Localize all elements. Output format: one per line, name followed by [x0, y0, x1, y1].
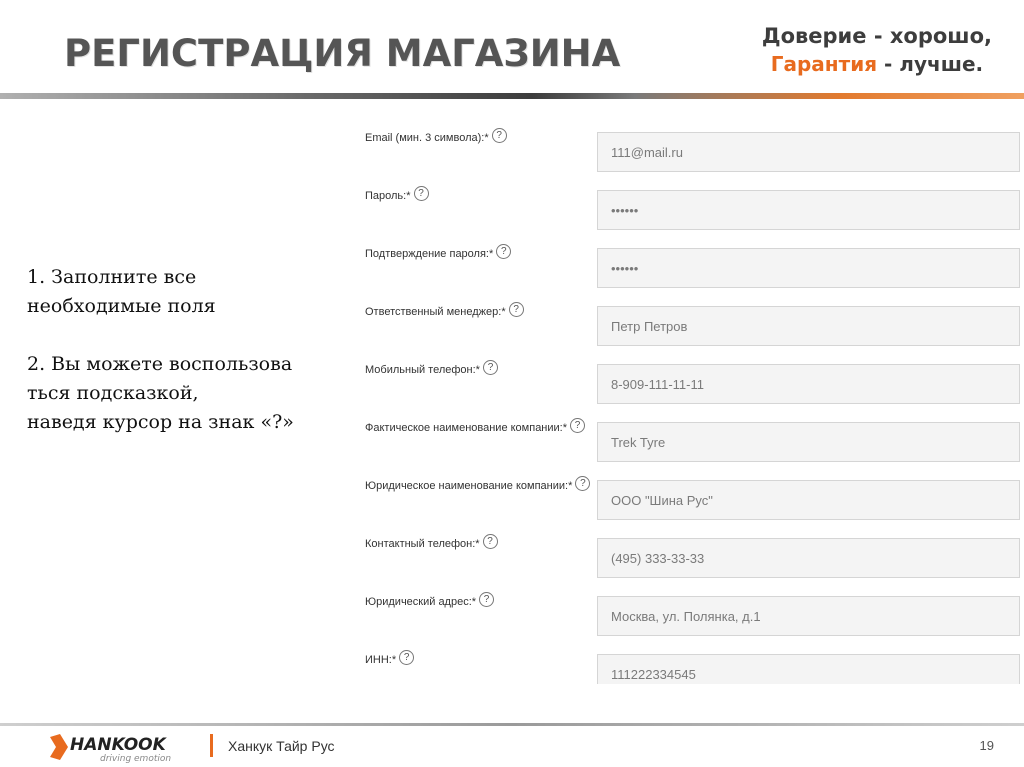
email-field[interactable]: [597, 132, 1020, 172]
slide-title: РЕГИСТРАЦИЯ МАГАЗИНА: [64, 32, 621, 75]
company-legal-label: Юридическое наименование компании:* ?: [365, 480, 590, 492]
hankook-emblem-icon: [50, 734, 68, 760]
form-row-password: [360, 186, 1024, 228]
form-row-company-actual: [360, 418, 1024, 460]
inn-label: ИНН:* ?: [365, 654, 414, 666]
help-icon[interactable]: ?: [509, 302, 524, 317]
instruction-step2-line3: наведя курсор на знак «?»: [27, 411, 294, 433]
contact-phone-label: Контактный телефон:* ?: [365, 538, 498, 550]
header-divider: [0, 93, 1024, 99]
footer-separator: [210, 734, 213, 757]
form-row-contact-phone: [360, 534, 1024, 576]
company-actual-field[interactable]: [597, 422, 1020, 462]
slogan-rest: - лучше.: [877, 52, 984, 76]
instruction-step2-line2: ться подсказкой,: [27, 382, 199, 404]
mobile-label: Мобильный телефон:* ?: [365, 364, 498, 376]
password-confirm-field[interactable]: [597, 248, 1020, 288]
form-row-inn: [360, 650, 1024, 684]
instruction-step1-line2: необходимые поля: [27, 295, 216, 317]
email-label: Email (мин. 3 символа):* ?: [365, 132, 507, 144]
help-icon[interactable]: ?: [414, 186, 429, 201]
password-confirm-label: Подтверждение пароля:* ?: [365, 248, 511, 260]
help-icon[interactable]: ?: [483, 360, 498, 375]
form-row-company-legal: [360, 476, 1024, 518]
form-row-password-confirm: [360, 244, 1024, 286]
footer-company: Ханкук Тайр Рус: [228, 738, 335, 754]
page-number: 19: [979, 738, 994, 753]
help-icon[interactable]: ?: [575, 476, 590, 491]
slogan-line1: Доверие - хорошо,: [761, 24, 992, 48]
slogan-line2: [762, 50, 992, 78]
help-icon[interactable]: ?: [399, 650, 414, 665]
registration-form: [360, 128, 1024, 684]
inn-field[interactable]: [597, 654, 1020, 684]
instructions: [27, 263, 327, 437]
mobile-phone-field[interactable]: [597, 364, 1020, 404]
instruction-step1-line1: 1. Заполните все: [27, 266, 197, 288]
help-icon[interactable]: ?: [496, 244, 511, 259]
instruction-step2-line1: 2. Вы можете воспользова: [27, 353, 293, 375]
footer-divider: [0, 723, 1024, 726]
help-icon[interactable]: ?: [483, 534, 498, 549]
form-row-manager: [360, 302, 1024, 344]
logo-wordmark: HANKOOK: [70, 735, 166, 755]
form-row-mobile: [360, 360, 1024, 402]
slogan: [762, 22, 992, 78]
help-icon[interactable]: ?: [570, 418, 585, 433]
form-row-email: [360, 128, 1024, 170]
logo-tagline: driving emotion: [100, 754, 172, 763]
manager-label: Ответственный менеджер:* ?: [365, 306, 524, 318]
company-actual-label: Фактическое наименование компании:* ?: [365, 422, 585, 434]
slogan-highlight: Гарантия: [770, 52, 878, 76]
help-icon[interactable]: ?: [492, 128, 507, 143]
legal-address-label: Юридический адрес:* ?: [365, 596, 494, 608]
form-row-legal-address: [360, 592, 1024, 634]
contact-phone-field[interactable]: [597, 538, 1020, 578]
legal-address-field[interactable]: [597, 596, 1020, 636]
company-legal-field[interactable]: [597, 480, 1020, 520]
hankook-logo: [48, 731, 198, 763]
manager-field[interactable]: [597, 306, 1020, 346]
password-field[interactable]: [597, 190, 1020, 230]
help-icon[interactable]: ?: [479, 592, 494, 607]
password-label: Пароль:* ?: [365, 190, 429, 202]
